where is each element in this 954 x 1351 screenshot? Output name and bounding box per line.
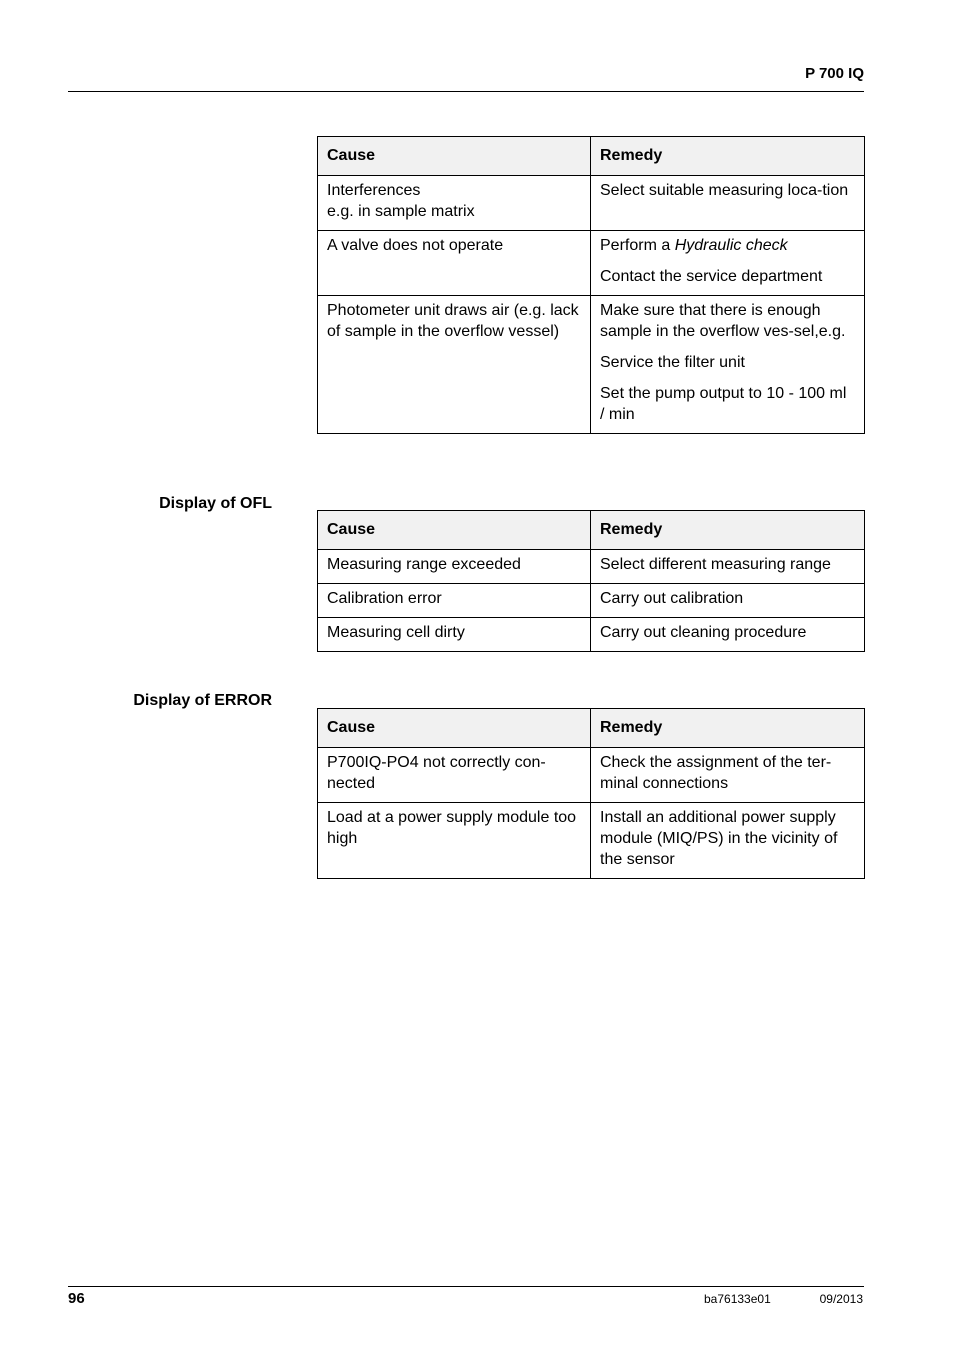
remedy-cell bbox=[591, 176, 865, 231]
remedy-cell bbox=[591, 803, 865, 879]
cause-cell bbox=[318, 176, 591, 231]
table-row bbox=[318, 296, 865, 434]
section-label-ofl: Display of OFL bbox=[159, 495, 272, 512]
table-header-row bbox=[318, 511, 865, 550]
column-header-cause: Cause bbox=[318, 709, 591, 748]
table-row bbox=[318, 176, 865, 231]
remedy-text bbox=[600, 235, 855, 256]
table-row bbox=[318, 231, 865, 296]
section-label-error: Display of ERROR bbox=[133, 692, 272, 709]
column-header-cause: Cause bbox=[318, 137, 591, 176]
remedy-cell: Carry out calibration bbox=[591, 584, 865, 618]
cause-text: Load at a power supply module too high bbox=[327, 809, 577, 847]
column-header-remedy: Remedy bbox=[591, 137, 865, 176]
table-row bbox=[318, 748, 865, 803]
cause-line: e.g. in sample matrix bbox=[327, 203, 475, 220]
remedy-cell bbox=[591, 231, 865, 296]
remedy-cell bbox=[591, 748, 865, 803]
cause-cell bbox=[318, 748, 591, 803]
remedy-text: Make sure that there is enough sample in the overflow ves-sel,e.g. bbox=[600, 302, 846, 340]
cause-line: Interferences bbox=[327, 182, 421, 199]
page-number: 96 bbox=[68, 1290, 85, 1307]
cause-text: P700IQ-PO4 not correctly con-nected bbox=[327, 754, 546, 792]
remedy-cell: Carry out cleaning procedure bbox=[591, 618, 865, 652]
document-date: 09/2013 bbox=[819, 1292, 863, 1306]
table-row bbox=[318, 618, 865, 652]
table-row bbox=[318, 584, 865, 618]
remedy-text: Contact the service department bbox=[600, 268, 823, 285]
column-header-cause: Cause bbox=[318, 511, 591, 550]
table-row bbox=[318, 550, 865, 584]
remedy-cell bbox=[591, 296, 865, 434]
troubleshooting-table-ofl bbox=[317, 510, 865, 652]
remedy-text: Service the filter unit bbox=[600, 354, 745, 371]
header-title: P 700 IQ bbox=[805, 65, 864, 82]
remedy-text: Install an additional power supply module (MIQ/PS) in the vicinity of the sensor bbox=[600, 809, 838, 868]
column-header-remedy: Remedy bbox=[591, 511, 865, 550]
cause-text: Photometer unit draws air (e.g. lack of sample in the overflow vessel) bbox=[327, 302, 579, 340]
remedy-text: Select suitable measuring loca-tion bbox=[600, 182, 849, 199]
cause-cell: Measuring range exceeded bbox=[318, 550, 591, 584]
cause-cell: Calibration error bbox=[318, 584, 591, 618]
troubleshooting-table-1 bbox=[317, 136, 865, 434]
table-header-row bbox=[318, 137, 865, 176]
table-header-row bbox=[318, 709, 865, 748]
troubleshooting-table-error bbox=[317, 708, 865, 879]
cause-cell bbox=[318, 231, 591, 296]
cause-cell: Measuring cell dirty bbox=[318, 618, 591, 652]
remedy-text: Set the pump output to 10 - 100 ml / min bbox=[600, 385, 847, 423]
cause-cell bbox=[318, 803, 591, 879]
footer-rule bbox=[68, 1286, 864, 1287]
remedy-text: Check the assignment of the ter-minal connections bbox=[600, 754, 832, 792]
header-rule bbox=[68, 91, 864, 92]
remedy-cell: Select different measuring range bbox=[591, 550, 865, 584]
remedy-text-prefix: Perform a bbox=[600, 237, 675, 254]
cause-cell bbox=[318, 296, 591, 434]
column-header-remedy: Remedy bbox=[591, 709, 865, 748]
hydraulic-check-reference: Hydraulic check bbox=[674, 237, 788, 254]
cause-text: A valve does not operate bbox=[327, 237, 504, 254]
document-id: ba76133e01 bbox=[704, 1292, 771, 1306]
table-row bbox=[318, 803, 865, 879]
